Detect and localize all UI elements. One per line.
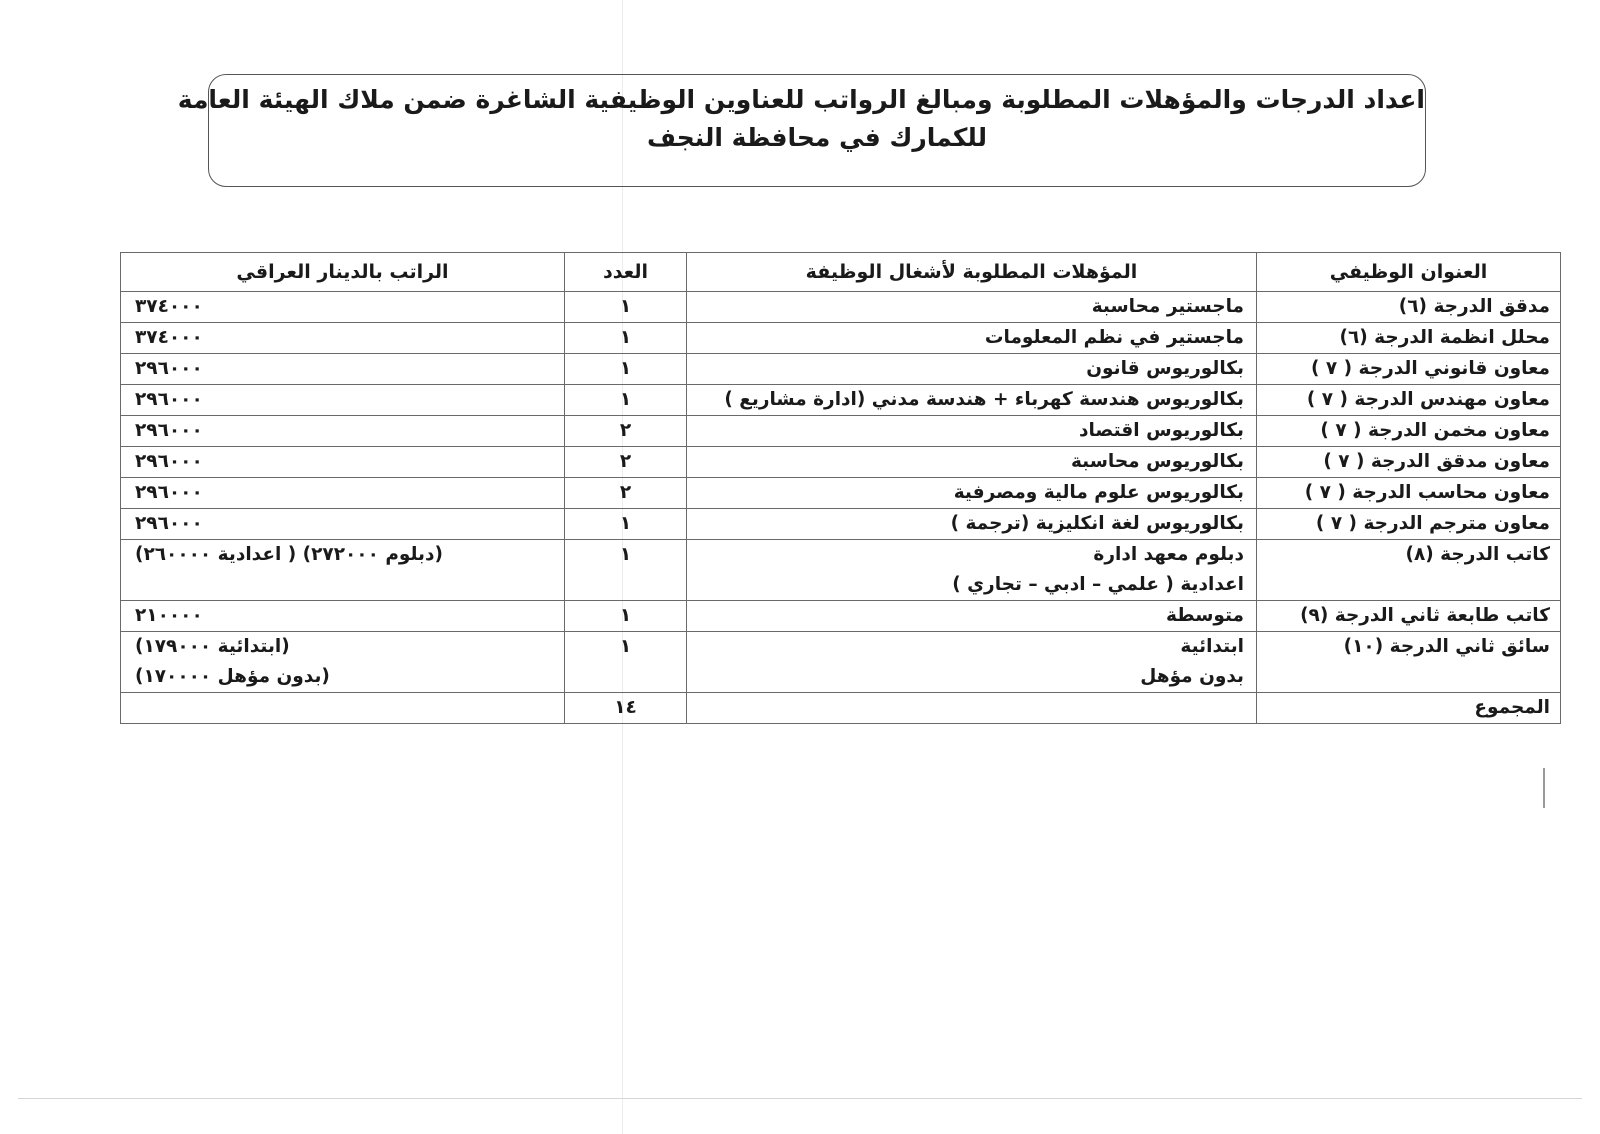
qualification-cell: ماجستير محاسبة <box>687 292 1257 323</box>
qualification-cell: بكالوريوس اقتصاد <box>687 416 1257 447</box>
job-title-cell: مدقق الدرجة (٦) <box>1257 292 1561 323</box>
count-cell: ١ <box>565 540 687 601</box>
qualification-cell: بكالوريوس قانون <box>687 354 1257 385</box>
qualification-line: دبلوم معهد ادارة <box>1093 544 1244 565</box>
table-row <box>121 601 1561 632</box>
job-title-cell: سائق ثاني الدرجة (١٠) <box>1257 632 1561 693</box>
salary-cell: ٢٩٦٠٠٠ <box>121 354 565 385</box>
count-cell: ٢ <box>565 447 687 478</box>
table-row <box>121 292 1561 323</box>
job-title-cell: معاون قانوني الدرجة ( ٧ ) <box>1257 354 1561 385</box>
count-cell: ١ <box>565 601 687 632</box>
qualification-cell: بكالوريوس علوم مالية ومصرفية <box>687 478 1257 509</box>
qualification-cell: بكالوريوس محاسبة <box>687 447 1257 478</box>
header-qualification: المؤهلات المطلوبة لأشغال الوظيفة <box>687 253 1257 292</box>
document-title-line-1: اعداد الدرجات والمؤهلات المطلوبة ومبالغ الرواتب للعناوين الوظيفية الشاغرة ضمن ملاك الهيئة العامة <box>177 85 1425 114</box>
table-row <box>121 632 1561 693</box>
table-header-row <box>121 253 1561 292</box>
salary-cell: ٢٩٦٠٠٠ <box>121 385 565 416</box>
qualification-cell <box>687 632 1257 693</box>
scan-bottom-line <box>18 1098 1582 1099</box>
job-title-cell: معاون محاسب الدرجة ( ٧ ) <box>1257 478 1561 509</box>
table-row <box>121 478 1561 509</box>
table-row <box>121 354 1561 385</box>
vacancies-table <box>120 252 1561 724</box>
salary-cell: ٢١٠٠٠٠ <box>121 601 565 632</box>
job-title-cell: معاون مهندس الدرجة ( ٧ ) <box>1257 385 1561 416</box>
table-row <box>121 323 1561 354</box>
job-title-cell: معاون مخمن الدرجة ( ٧ ) <box>1257 416 1561 447</box>
document-title-line-2: للكمارك في محافظة النجف <box>646 123 988 152</box>
qualification-line: ابتدائية <box>1180 636 1244 657</box>
count-cell: ١ <box>565 323 687 354</box>
header-salary: الراتب بالدينار العراقي <box>121 253 565 292</box>
header-count: العدد <box>565 253 687 292</box>
table-row <box>121 509 1561 540</box>
total-qualification-cell <box>687 693 1257 724</box>
qualification-line: بدون مؤهل <box>1140 666 1244 687</box>
count-cell: ٢ <box>565 416 687 447</box>
scan-right-mark <box>1543 768 1545 808</box>
job-title-cell: كاتب طابعة ثاني الدرجة (٩) <box>1257 601 1561 632</box>
job-title-cell: معاون مترجم الدرجة ( ٧ ) <box>1257 509 1561 540</box>
salary-line: (ابتدائية ١٧٩٠٠٠) <box>135 636 290 657</box>
salary-cell: ٢٩٦٠٠٠ <box>121 478 565 509</box>
count-cell: ١ <box>565 385 687 416</box>
total-label-cell: المجموع <box>1257 693 1561 724</box>
table-body <box>121 292 1561 724</box>
header-job-title: العنوان الوظيفي <box>1257 253 1561 292</box>
salary-cell: (دبلوم ٢٧٢٠٠٠) ( اعدادية ٢٦٠٠٠٠) <box>121 540 565 601</box>
table-row <box>121 447 1561 478</box>
count-cell: ١ <box>565 292 687 323</box>
total-salary-cell <box>121 693 565 724</box>
qualification-cell: بكالوريوس لغة انكليزية (ترجمة ) <box>687 509 1257 540</box>
salary-cell: ٢٩٦٠٠٠ <box>121 509 565 540</box>
count-cell: ٢ <box>565 478 687 509</box>
table-row <box>121 385 1561 416</box>
salary-cell: ٣٧٤٠٠٠ <box>121 292 565 323</box>
count-cell: ١ <box>565 632 687 693</box>
table-row <box>121 540 1561 601</box>
table-total-row <box>121 693 1561 724</box>
salary-line: (بدون مؤهل ١٧٠٠٠٠) <box>135 666 330 687</box>
count-cell: ١ <box>565 509 687 540</box>
salary-cell: ٣٧٤٠٠٠ <box>121 323 565 354</box>
qualification-cell: بكالوريوس هندسة كهرباء + هندسة مدني (ادارة مشاريع ) <box>687 385 1257 416</box>
document-title-box <box>177 74 1426 187</box>
count-cell: ١ <box>565 354 687 385</box>
table-row <box>121 416 1561 447</box>
job-title-cell: معاون مدقق الدرجة ( ٧ ) <box>1257 447 1561 478</box>
job-title-cell: كاتب الدرجة (٨) <box>1257 540 1561 601</box>
job-title-cell: محلل انظمة الدرجة (٦) <box>1257 323 1561 354</box>
qualification-cell: ماجستير في نظم المعلومات <box>687 323 1257 354</box>
salary-cell: ٢٩٦٠٠٠ <box>121 447 565 478</box>
salary-cell: ٢٩٦٠٠٠ <box>121 416 565 447</box>
salary-cell <box>121 632 565 693</box>
qualification-cell: متوسطة <box>687 601 1257 632</box>
total-count-cell: ١٤ <box>565 693 687 724</box>
qualification-line: اعدادية ( علمي – ادبي – تجاري ) <box>952 574 1244 595</box>
qualification-cell <box>687 540 1257 601</box>
